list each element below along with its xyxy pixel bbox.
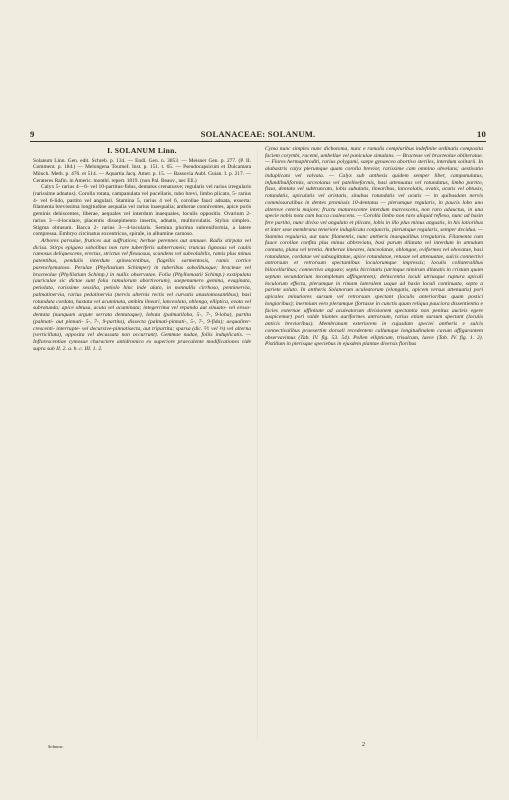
right-column <box>265 146 483 348</box>
column-gutter <box>257 150 258 740</box>
left-column <box>33 146 251 352</box>
signature-mark-left: Solanac. <box>48 744 64 749</box>
page-header <box>30 129 486 141</box>
signature-mark-right: 2 <box>362 742 365 748</box>
page-number-left: 9 <box>30 129 35 139</box>
habit-paragraph: Arbores parvulae, frutices aut suffrutices; herbae perennes aut annuae. Radix stirpata vel dicisa. Stirps epigaea sobolibus non rare tuberiferis subterraneis; truncus lignosus vel caulis ramosus deliquescens, erectus, strictus vel flexuosus, scandens vel subvolubilis, ramis plus minus patentibus, pendulis interdum spinescentibus, flagellis sarmentosis, ramis cortice parenchymatoso. Perulae (Phyllastium Schimper) in tuberibus sobolibusque; bracteae vel bracteolae (Phyllistium Schimp.) in nullis observatae. Folia (Phyllomastii Schimp.) exstipulata (auriculae sic dictae sunt folia ramulorum abortivorum), saepenumero gemina, evaginata, petiolata, rarissime sessilia, petiolo hinc inde alato, in nonnullis cirrhoso, penninervia, palmatinervia, rarius pedatinervia (nervis alternis rectis vel curvatis anastomosantibus), basi rotundata cordata, hastata vel acuminata, ambitu lineari, lanceolata, oblonga, elliptica, ovata vel subrotunda; apice obtusa, acuta vel acuminata; integerrima vel repanda aut sinuato- vel eroso-dentata (nunquam argute serrata dentataque), lobata (palmatiloba, 5-, 7-, 9-loba), partita (palmati- aut pinnati- 5-, 7-, 9-partita), dissecta (palmati-pinnati-, 5-, 7-, 9-fida); aequaliter-crescenti- interrupte- vel decursive-pinnatisecta, aut tripartita; sparsa (dic. ⅖ vel ⅓) vel alterna (verticillata), opposita vel decussata non occurrunt). Gemmae nudae, foliis induplicatis. — Inflorescentiae cymosae charactere antidromico ex superiore praecalente modificationes vide supra sub II. 2. a. b. c. III. 1. 2. <box>33 237 251 352</box>
header-rule <box>30 141 486 142</box>
running-title: SOLANACEAE: SOLANUM. <box>200 129 316 139</box>
right-column-text: Cyma nunc simplex nunc dichotoma, nunc e ramulis compluribus indefinite ordinatis composita faciem corymbi, racemi, umbellae vel paniculae simulans. — Bracteae vel bracteolae obliteratae. — Flores hermaphroditi, rarius polygami, saepe gynaeceo abortivo steriles, interdum solitarii. In alabastris calyx plerumque quam corolla brevior, rarissime cam omnino obvelans; aestivatio induplicato vel valvata. — Calyx sub anthesis quidem semper liber, campanulatus, infundibuliformis, urceolatus vel patelloeformis, basi attenuatus vel rotundatus, limbo partito, fisso, dentato vel subtruncato, lobis subulatis, linearibus, lanceolatis, ovatis, acutis vel obtusis, rotundatis, apiculatis vel aristatis, sinubus rotundatis vel acutis — in quibusdam nervis commissuralibus in dentes promissis 10-dentatus — plerumque regularis, in paucis lobo uno alterove ceteris majore; fructu maturescente interdum marcescens, non raro adauctus, in una specie nobis nota cum bacca coalescens. — Corolla limbo non raro aliquid reflexo, nunc ad basin fere partito, nunc diviso vel angulato et plicato, lobis in illo plus minus angustis, in his latioribus et inter sese membrana teneriore induplicata conjunctis, plerumque regularis, semper decidua. — Stamina regularia, aut nunc filamentis, nunc antheris inaequalibus irregularia. Filamenta cum fauce corollae confita plus minus abbreviata, basi parum dilatata vel interdum in annulum connata, plana vel teretia. Antherae lineares, lanceolatae, oblongae, oviformes vel obovatae, basi rotundatae, cordatae vel subsagittatae, apice rotundatae, retusae vel attenuatae, sulcis connectivi antrorsum et retrorsum spectantibus loculorumque impressis; loculis collateralibus bilocellaribus; connectivo angusto; septis bicristatis (utrinque nimirum dilatatis in cristam quam septum secundarium incompletum affingentem); dehiscentia loculi utriusque ruptura apicali loculorum effecta, plerumque in rimam lateralem usque ad basin loculi continuata, septo a pariete soluto. In antheris Solanorum aculeatorum (elongatis, apicem versus attenuatis) pori apicales minutiores sursum vel retrorsum spectant (loculis anterioribus quam postici longioribus); inermium vero plerumque (fortasse in cunctis quum reliqua pauciora dissentientia e facies externae affinitate ad aculeatorum divisionem spectantia non penitus aucleis egere suspicemur) pori valde hiantes auriformes antrorsum, rarius etiam sursum spectant (loculis anticis brevioribus). Membranam exteriorem in cujusdam speciei antheris e sulcis connectivalibus praesertim dorsali recedentem callumque longitudinalem cavum affigurantem observavimus (Tab. IV. fig. 53. 54). Pollen ellipticum, trisulcum, laeve (Tab. IV. fig. 1. 2). Pistillum in plerisque speciebus in ejusdem plantae diversis floribus <box>265 146 483 348</box>
genus-title: I. SOLANUM Linn. <box>107 146 177 155</box>
page-number-right: 10 <box>477 129 486 139</box>
synonymy-paragraph: Solanum Linn. Gen. edit. Schreb. p. 134. — Endl. Gen. n. 3853. — Meisner Gen. p. 277. (P. II. Comment. p. 184.) — Melongena Tournef. Inst. p. 151. t. 65. — Pseudocapsicum et Dulcamara Mönch. Meth. p. 476. et 514. — Aquartia Jacq. Amer. p. 15. — Bassovia Aubl. Guian. I. p. 217. — Cerateres Rafin. in Americ. monthl. repert. 1819. (non Pal. Beauv., nec Ell.) <box>33 157 251 184</box>
genus-description: Calyx 5- rarius 4—6- vel 10-partitus-fidus, dentatus crenatusve; regularis vel rarius irregularis (rarissime adnatus). Corolla rotata, campanulata vel pucellaris, tubo brevi, limbo plicato, 5- rarius 4- vel 6-lido, partito vel angulari. Stamina 5, rarius 4 vel 6, corollae fauci adnata, exserta: filamenta brevissima longitudine aequalia vel rarius inaequalia; antherae conniventes, apice poris geminis dehiscentes, liberae, aequales vel interdum inaequales, loculis oppositis. Ovarium 2- rarius 3—4-loculare, placentis dissepimento insertis, adnatis, multiovulatis. Stylus simplex. Stigma obtusum. Bacca 2- rarius 3—4-locularis. Semina plurima subreniformia, a latere compressa. Embryo circinatus excentricus, spirale, in albumine carnoso. <box>33 184 251 238</box>
